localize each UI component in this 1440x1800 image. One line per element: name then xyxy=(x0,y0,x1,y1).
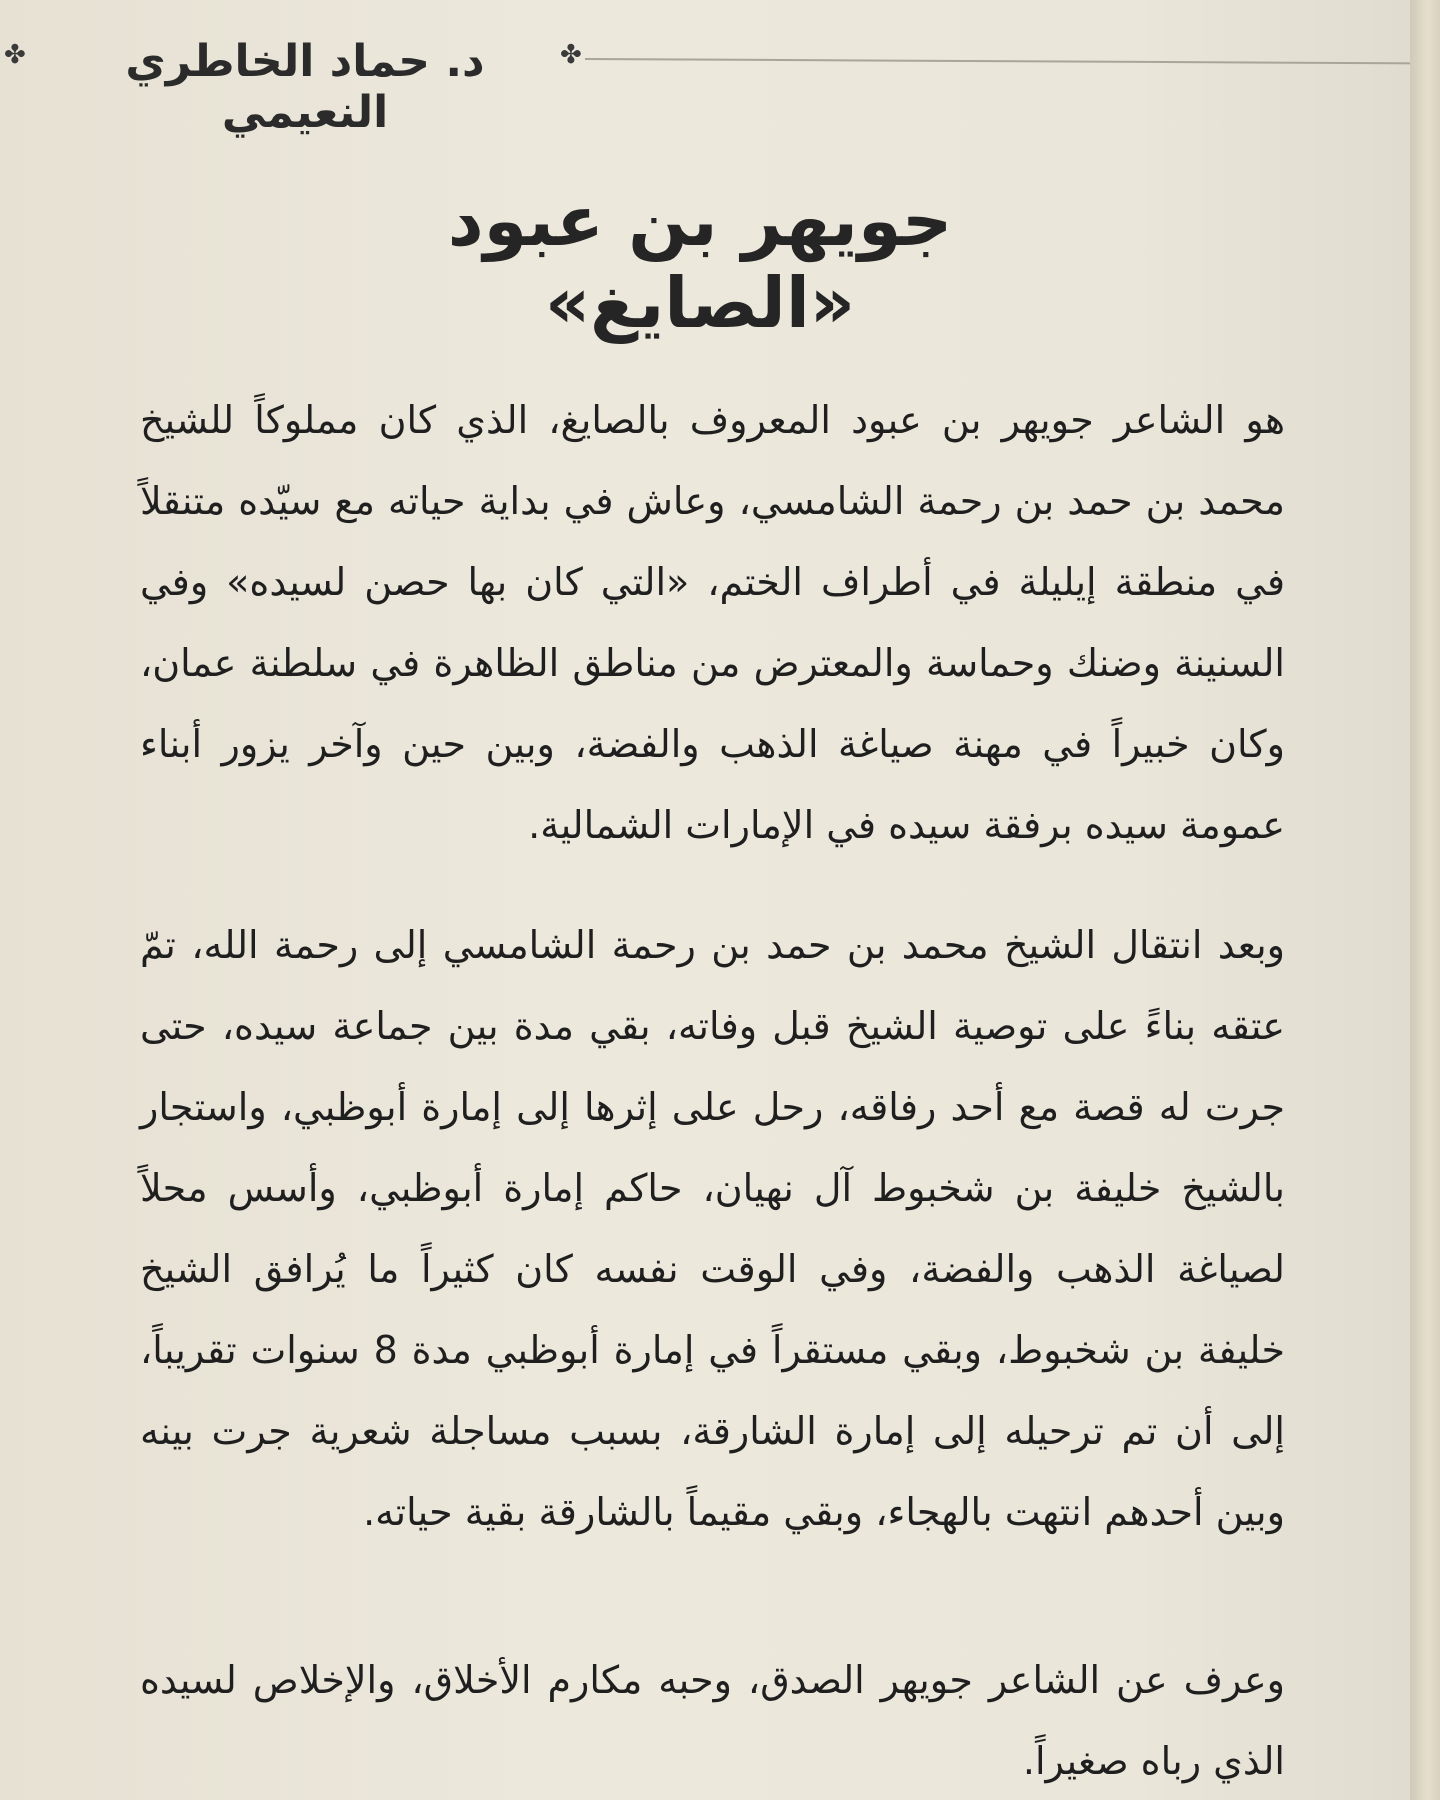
header-ornament-right-icon: ✤ xyxy=(560,40,582,70)
paragraph-2: وبعد انتقال الشيخ محمد بن حمد بن رحمة الشامسي إلى رحمة الله، تمّ عتقه بناءً على توصية الشيخ قبل وفاته، بقي مدة بين جماعة سيده، حتى جرت له قصة مع أحد رفاقه، رحل على إثرها إلى إمارة أبوظبي، واستجار بالشيخ خليفة بن شخبوط آل نهيان، حاكم إمارة أبوظبي، وأسس محلاً لصياغة الذهب والفضة، وفي الوقت نفسه كان كثيراً ما يُرافق الشيخ خليفة بن شخبوط، وبقي مستقراً في إمارة أبوظبي مدة 8 سنوات تقريباً، إلى أن تم ترحيله إلى إمارة الشارقة، بسبب مساجلة شعرية جرت بينه وبين أحدهم انتهت بالهجاء، وبقي مقيماً بالشارقة بقية حياته. xyxy=(140,923,1286,1534)
paragraph-1: هو الشاعر جويهر بن عبود المعروف بالصايغ، الذي كان مملوكاً للشيخ محمد بن حمد بن رحمة الشامسي، وعاش في بداية حياته مع سيّده متنقلاً في منطقة إيليلة في أطراف الختم، «التي كان بها حصن لسيده» وفي السنينة وضنك وحماسة والمعترض من مناطق الظاهرة في سلطنة عمان، وكان خبيراً في مهنة صياغة الذهب والفضة، وبين حين وآخر يزور أبناء عمومة سيده برفقة سيده في الإمارات الشمالية. xyxy=(140,398,1285,847)
header-ornament-left-icon: ✤ xyxy=(4,40,26,70)
header-rule xyxy=(585,58,1410,64)
chapter-title: جويهر بن عبود «الصايغ» xyxy=(447,180,953,344)
header-author: د. حماد الخاطري النعيمي xyxy=(125,36,485,138)
paragraph-3: وعرف عن الشاعر جويهر الصدق، وحبه مكارم الأخلاق، والإخلاص لسيده الذي رباه صغيراً. xyxy=(140,1658,1285,1783)
page-edge xyxy=(1410,0,1440,1800)
